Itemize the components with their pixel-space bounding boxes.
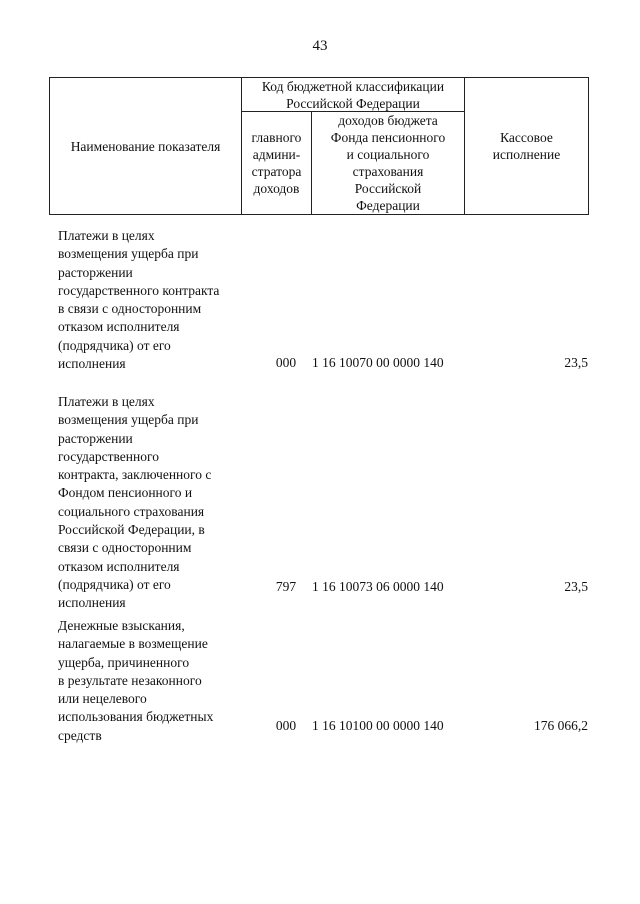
header-amount-column: Кассовое исполнение — [492, 130, 561, 162]
row-admin-code: 797 — [275, 579, 297, 594]
row-name: Платежи в целях возмещения ущерба при расторжении государственного контракта, заключенного с Фондом пенсионного и социального страхования Российской Федерации, в связи с односторонним отказом исполнителя (подрядчика) от его исполнения — [58, 394, 212, 611]
row-admin-code: 000 — [275, 355, 297, 370]
header-name-column: Наименование показателя — [70, 138, 221, 154]
row-budget-code: 1 16 10070 00 0000 140 — [312, 355, 444, 370]
table-header — [49, 77, 589, 215]
row-name: Платежи в целях возмещения ущерба при расторжении государственного контракта в связи с односторонним отказом исполнителя (подрядчика) от его исполнения — [58, 228, 220, 372]
row-amount: 23,5 — [564, 355, 588, 370]
row-budget-code: 1 16 10073 06 0000 140 — [312, 579, 444, 594]
row-name: Денежные взыскания, налагаемые в возмещение ущерба, причиненного в результате незаконного или нецелевого использования бюджетных средств — [58, 618, 214, 743]
page-number: 43 — [312, 38, 328, 54]
header-admin-column: главного админи- стратора доходов — [251, 130, 302, 196]
table-row — [58, 393, 588, 613]
row-budget-code: 1 16 10100 00 0000 140 — [312, 718, 444, 733]
row-amount: 23,5 — [564, 579, 588, 594]
row-admin-code: 000 — [275, 718, 297, 733]
header-code-group: Код бюджетной классификации Российской Федерации — [261, 78, 445, 111]
header-revenue-column: доходов бюджета Фонда пенсионного и социального страхования Российской Федерации — [330, 113, 446, 213]
row-amount: 176 066,2 — [534, 718, 588, 733]
table-row — [58, 617, 588, 747]
table-row — [58, 227, 588, 377]
